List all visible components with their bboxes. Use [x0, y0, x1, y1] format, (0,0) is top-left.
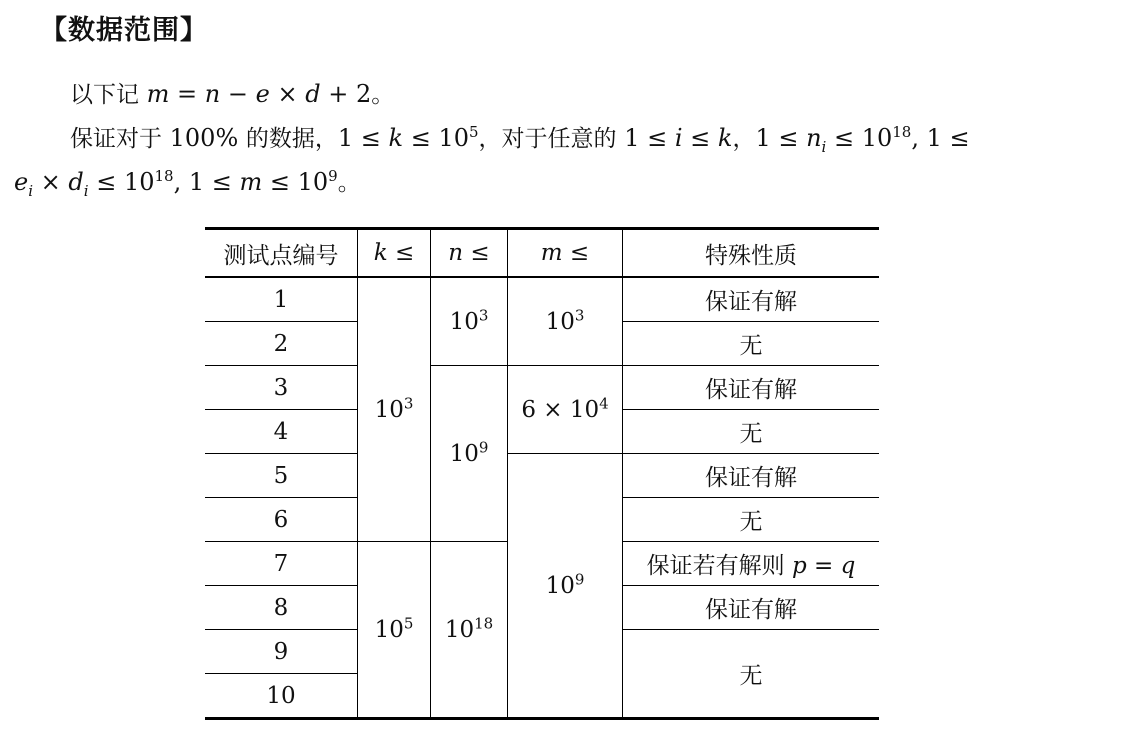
row-id: 10: [205, 674, 358, 719]
row-id: 9: [205, 630, 358, 674]
n-cell: $10^{18}$: [431, 542, 508, 719]
definition-prefix: 以下记: [70, 82, 139, 108]
property-cell: 无: [623, 322, 880, 366]
definition-suffix: 。: [371, 82, 395, 108]
definition-formula: m = n − e × d + 2: [146, 80, 372, 108]
definition-line: [70, 76, 394, 109]
property-cell: 保证若有解则 p = q: [623, 542, 880, 586]
data-range-table: [205, 227, 879, 720]
constraint-line-2: [14, 164, 361, 200]
k-cell: $10^3$: [358, 277, 431, 542]
header-id: 测试点编号: [205, 229, 358, 278]
property-cell: 保证有解: [623, 586, 880, 630]
constraint-end: 。: [337, 170, 361, 196]
property-cell: 无: [623, 410, 880, 454]
header-k: k ≤: [358, 229, 431, 278]
constraint-mid2: ，对于任意的: [478, 126, 617, 152]
row-id: 5: [205, 454, 358, 498]
n-cell: $10^3$: [431, 277, 508, 366]
constraint-prefix: 保证对于: [70, 126, 162, 152]
constraint-mid1: 的数据，: [245, 126, 338, 152]
header-n: n ≤: [431, 229, 508, 278]
property-cell: 保证有解: [623, 277, 880, 322]
constraint-ed-range: $e_i \times d_i \le 10^{18}$, $1 \le m \le 10^9$: [14, 167, 338, 200]
property-cell: 无: [623, 630, 880, 719]
property-cell: 无: [623, 498, 880, 542]
row-id: 7: [205, 542, 358, 586]
row-id: 6: [205, 498, 358, 542]
m-cell: $10^9$: [508, 454, 623, 719]
constraint-k-range: $1 \le k \le 10^5$: [337, 123, 479, 152]
constraint-i-range: 1 ≤ i ≤ k: [624, 124, 733, 152]
constraint-percent: 100%: [169, 124, 239, 152]
row-id: 4: [205, 410, 358, 454]
row-id: 1: [205, 277, 358, 322]
header-property: 特殊性质: [623, 229, 880, 278]
n-cell: $10^9$: [431, 366, 508, 542]
constraint-line-1: [70, 120, 970, 156]
m-cell: $6 \times 10^4$: [508, 366, 623, 454]
row-id: 2: [205, 322, 358, 366]
constraint-n-range: $1 \le n_i \le 10^{18}$, 1 ≤: [755, 123, 970, 156]
header-m: m ≤: [508, 229, 623, 278]
row-id: 3: [205, 366, 358, 410]
property-cell: 保证有解: [623, 454, 880, 498]
constraint-mid3: ，: [732, 126, 756, 152]
k-cell: $10^5$: [358, 542, 431, 719]
row-id: 8: [205, 586, 358, 630]
m-cell: $10^3$: [508, 277, 623, 366]
property-cell: 保证有解: [623, 366, 880, 410]
section-heading: 【数据范围】: [40, 15, 208, 46]
